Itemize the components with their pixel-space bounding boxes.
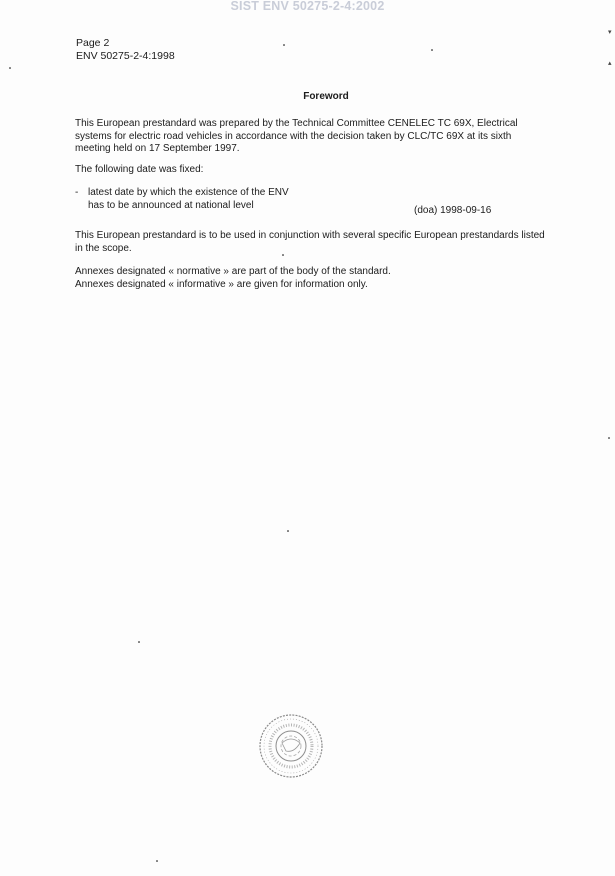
- scan-speck: [9, 67, 11, 69]
- annex-informative-note: Annexes designated « informative » are given for information only.: [75, 278, 368, 290]
- date-list: [75, 187, 545, 216]
- foreword-paragraph-3: This European prestandard is to be used in conjunction with several specific European prestandards listed in the scope.: [75, 230, 545, 254]
- foreword-paragraph-1: This European prestandard was prepared by the Technical Committee CENELEC TC 69X, Electrical systems for electric road vehicles in accordance with the decision taken by CLC/TC 69X at its sixth meeting held on 17 September 1997.: [75, 118, 518, 154]
- scan-speck: [608, 437, 610, 439]
- scan-speck: [283, 44, 285, 46]
- foreword-title: Foreword: [303, 91, 349, 102]
- doa-date: (doa) 1998-09-16: [414, 205, 492, 216]
- scan-speck: [431, 49, 433, 51]
- document-id: ENV 50275-2-4:1998: [76, 50, 175, 62]
- list-item-line-1: latest date by which the existence of the ENV: [88, 187, 289, 198]
- list-item: [75, 187, 545, 216]
- list-dash: -: [75, 187, 79, 198]
- scan-speck: [156, 860, 158, 862]
- scan-speck: [287, 530, 289, 532]
- page-header: [76, 37, 175, 63]
- page-number: Page 2: [76, 37, 110, 49]
- foreword-paragraph-2: The following date was fixed:: [75, 164, 204, 175]
- annex-normative-note: Annexes designated « normative » are part of the body of the standard.: [75, 266, 391, 277]
- scan-speck: [138, 641, 140, 643]
- edge-mark-icon: ▴: [608, 60, 612, 67]
- list-item-line-2: has to be announced at national level: [88, 199, 254, 211]
- watermark: SIST ENV 50275-2-4:2002: [230, 0, 385, 13]
- edge-mark-icon: ▾: [608, 29, 612, 36]
- scan-speck: [282, 254, 284, 256]
- official-seal-stamp: [258, 713, 324, 779]
- foreword-paragraph-4: [75, 266, 545, 291]
